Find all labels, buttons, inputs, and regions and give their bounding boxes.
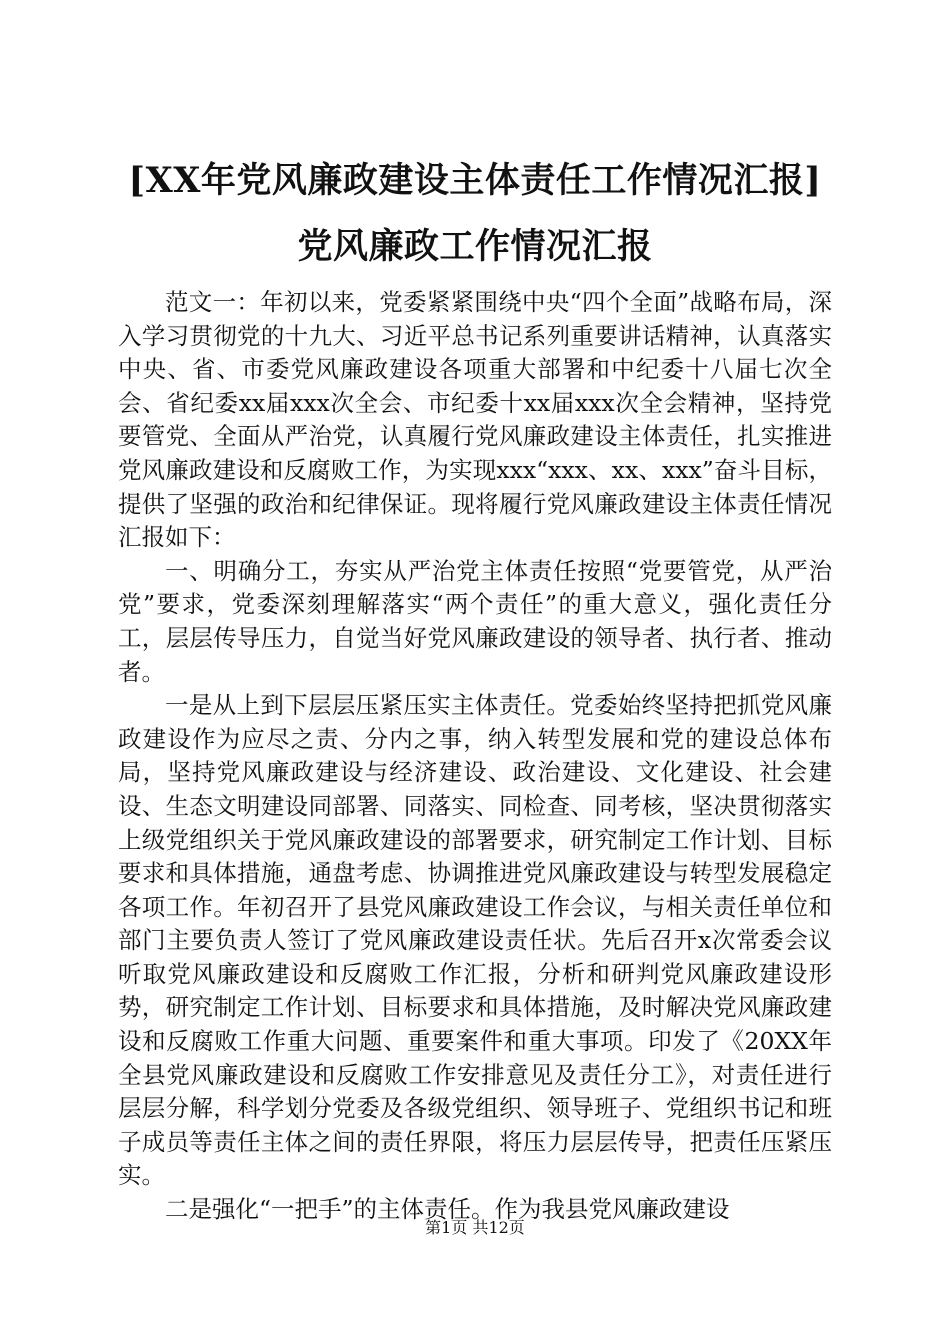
paragraph-section-1: 一、明确分工，夯实从严治党主体责任按照“党要管党，从严治党”要求，党委深刻理解落实“两个责任”的重大意义，强化责任分工，层层传导压力，自觉当好党风廉政建设的领导者、执行者、推动者。 bbox=[118, 556, 832, 686]
paragraph-point-1: 一是从上到下层层压紧压实主体责任。党委始终坚持把抓党风廉政建设作为应尽之责、分内之事，纳入转型发展和党的建设总体布局，坚持党风廉政建设与经济建设、政治建设、文化建设、社会建设、生态文明建设同部署、同落实、同检查、同考核，坚决贯彻落实上级党组织关于党风廉政建设的部署要求，研究制定工作计划、目标要求和具体措施，通盘考虑、协调推进党风廉政建设与转型发展稳定各项工作。年初召开了县党风廉政建设工作会议，与相关责任单位和部门主要负责人签订了党风廉政建设责任状。先后召开x次常委会议听取党风廉政建设和反腐败工作汇报，分析和研判党风廉政建设形势，研究制定工作计划、目标要求和具体措施，及时解决党风廉政建设和反腐败工作重大问题、重要案件和重大事项。印发了《20XX年全县党风廉政建设和反腐败工作安排意见及责任分工》，对责任进行层层分解，科学划分党委及各级党组织、领导班子、党组织书记和班子成员等责任主体之间的责任界限，将压力层层传导，把责任压紧压实。 bbox=[118, 691, 832, 1190]
paragraph-intro: 范文一：年初以来，党委紧紧围绕中央“四个全面”战略布局，深入学习贯彻党的十九大、习近平总书记系列重要讲话精神，认真落实中央、省、市委党风廉政建设各项重大部署和中纪委十八届七次全会、省纪委xx届xxx次全会、市纪委十xx届xxx次全会精神，坚持党要管党、全面从严治党，认真履行党风廉政建设主体责任，扎实推进党风廉政建设和反腐败工作，为实现xxx“xxx、xx、xxx”奋斗目标，提供了坚强的政治和纪律保证。现将履行党风廉政建设主体责任情况汇报如下： bbox=[118, 288, 832, 552]
document-body bbox=[118, 286, 832, 1227]
document-subtitle: 党风廉政工作情况汇报 bbox=[297, 226, 653, 267]
paragraph-point-2: 二是强化“一把手”的主体责任。作为我县党风廉政建设 bbox=[165, 1195, 730, 1224]
document-title: [XX年党风廉政建设主体责任工作情况汇报] bbox=[128, 160, 822, 201]
page-number-footer: 第1页 共12页 bbox=[425, 1218, 525, 1237]
